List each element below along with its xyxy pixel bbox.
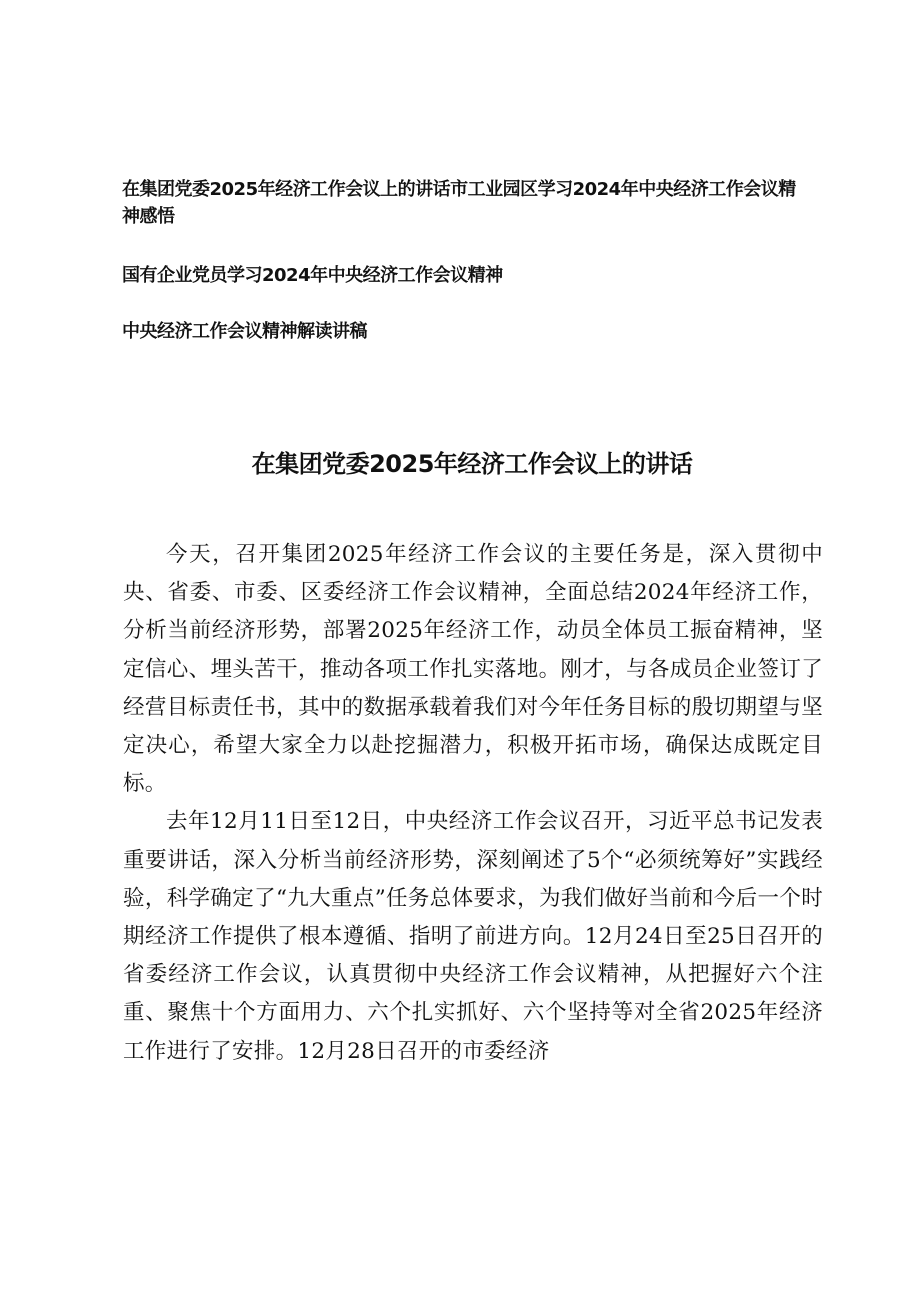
document-body bbox=[123, 536, 823, 1071]
related-article-item: 中央经济工作会议精神解读讲稿 bbox=[122, 321, 367, 342]
document-title: 在集团党委2025年经济工作会议上的讲话 bbox=[251, 450, 693, 478]
related-articles-list bbox=[122, 176, 812, 374]
related-article-item: 国有企业党员学习2024年中央经济工作会议精神 bbox=[122, 265, 503, 286]
body-paragraph: 去年12月11日至12日，中央经济工作会议召开，习近平总书记发表重要讲话，深入分析当前经济形势，深刻阐述了5个“必须统筹好”实践经验，科学确定了“九大重点”任务总体要求，为我们做好当前和今后一个时期经济工作提供了根本遵循、指明了前进方向。12月24日至25日召开的省委经济工作会议，认真贯彻中央经济工作会议精神，从把握好六个注重、聚焦十个方面用力、六个扎实抓好、六个坚持等对全省2025年经济工作进行了安排。12月28日召开的市委经济 bbox=[123, 809, 823, 1064]
related-article-item: 在集团党委2025年经济工作会议上的讲话市工业园区学习2024年中央经济工作会议精神感悟 bbox=[122, 179, 796, 227]
body-paragraph: 今天，召开集团2025年经济工作会议的主要任务是，深入贯彻中央、省委、市委、区委经济工作会议精神，全面总结2024年经济工作，分析当前经济形势，部署2025年经济工作，动员全体员工振奋精神，坚定信心、埋头苦干，推动各项工作扎实落地。刚才，与各成员企业签订了经营目标责任书，其中的数据承载着我们对今年任务目标的殷切期望与坚定决心，希望大家全力以赴挖掘潜力，积极开拓市场，确保达成既定目标。 bbox=[123, 542, 823, 797]
